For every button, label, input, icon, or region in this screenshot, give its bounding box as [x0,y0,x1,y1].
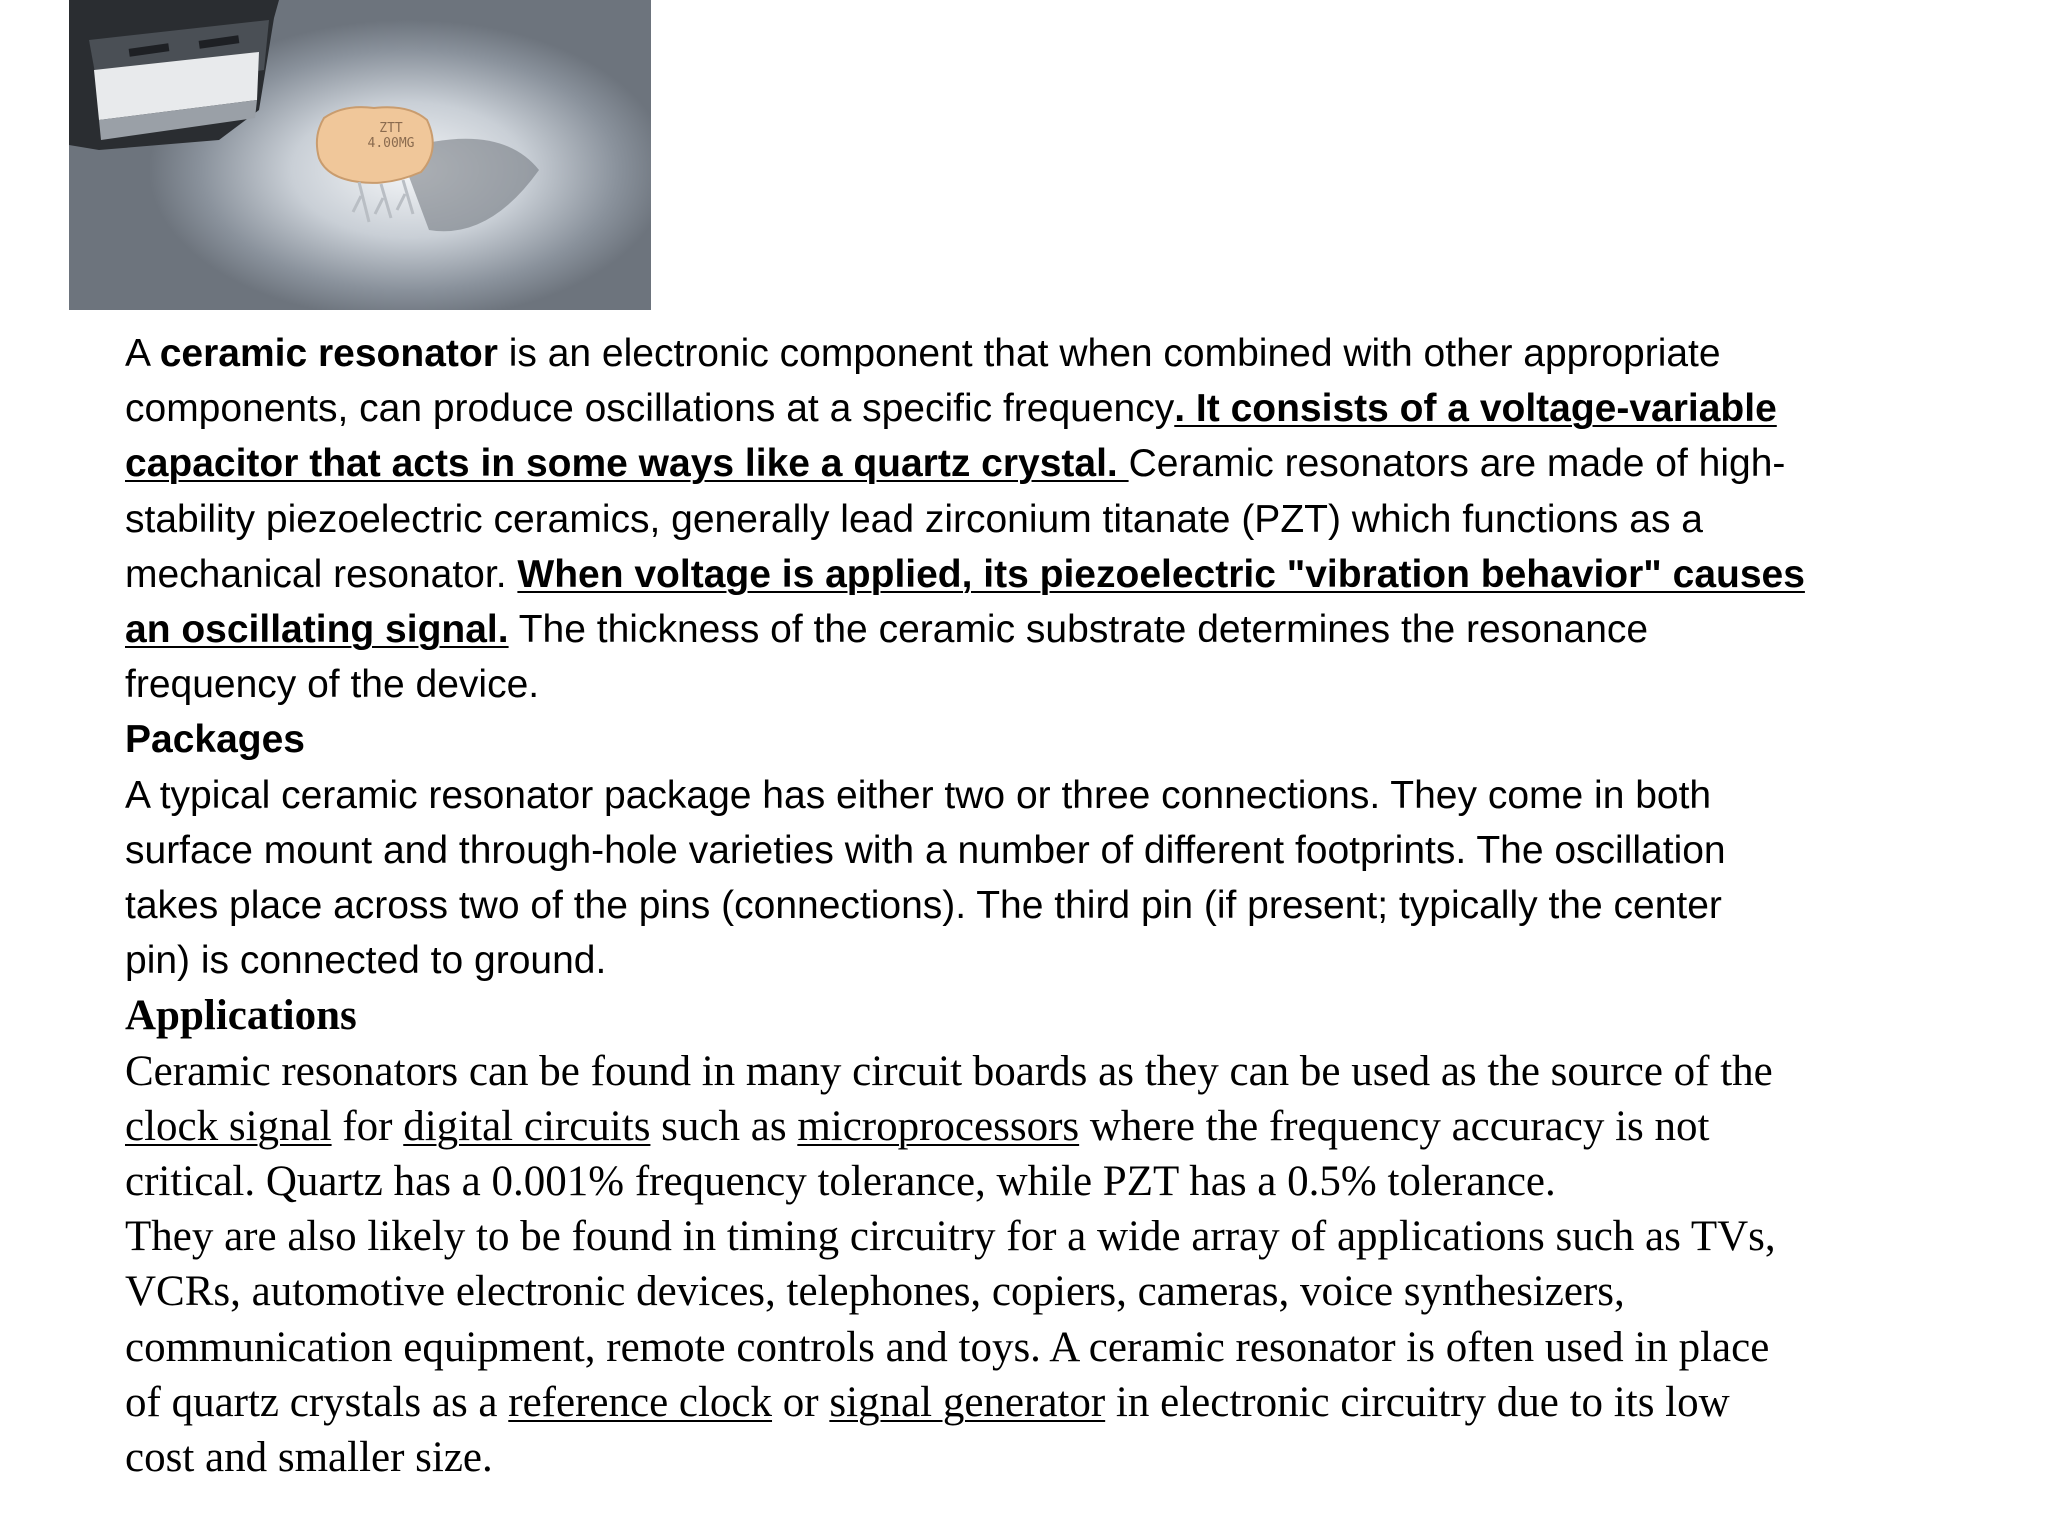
applications-heading: Applications [125,992,357,1040]
emphasis-text: capacitor that acts in some ways like a quartz crystal. [125,442,1129,486]
applications-line-8: cost and smaller size. [125,1434,493,1482]
text-run: for [331,1102,404,1150]
text-run: where the frequency accuracy is not [1079,1102,1710,1150]
term-ceramic-resonator: ceramic resonator [159,332,498,375]
intro-line-2 [125,381,1925,436]
applications-line-2 [125,1099,1925,1154]
intro-line-3 [125,436,1925,491]
link-signal-generator[interactable]: signal generator [829,1378,1106,1426]
applications-line-7 [125,1375,1925,1430]
link-reference-clock[interactable]: reference clock [508,1378,773,1426]
packages-line-1: A typical ceramic resonator package has either two or three connections. They come in both [125,773,1712,817]
text-run: or [772,1378,830,1426]
applications-line-5: VCRs, automotive electronic devices, telephones, copiers, cameras, voice synthesizers, [125,1268,1625,1316]
text-run: components, can produce oscillations at a specific frequency [125,387,1175,431]
packages-section [125,712,1925,988]
resonator-marking-1: ZTT [379,121,403,136]
emphasis-text: an oscillating signal. [125,608,509,652]
text-run: is an electronic component that when combined with other appropriate [497,332,1721,375]
intro-line-4: stability piezoelectric ceramics, generally lead zirconium titanate (PZT) which functions as a [125,497,1703,541]
usb-plug-shape [69,0,279,150]
link-clock-signal[interactable]: clock signal [125,1102,332,1150]
applications-line-6: communication equipment, remote controls and toys. A ceramic resonator is often used in place [125,1323,1770,1371]
intro-line-7: frequency of the device. [125,663,540,707]
text-run: such as [650,1102,798,1150]
text-run: A [125,332,160,375]
applications-line-4: They are also likely to be found in timing circuitry for a wide array of applications such as TVs, [125,1213,1776,1261]
intro-line-1 [125,326,1925,381]
text-run: of quartz crystals as a [125,1378,509,1426]
applications-section [125,988,1925,1485]
emphasis-text: When voltage is applied, its piezoelectric "vibration behavior" causes [517,552,1805,596]
text-run: mechanical resonator. [125,552,518,596]
resonator-marking-2: 4.00MG [367,136,415,151]
intro-line-5 [125,547,1925,602]
text-run: in electronic circuitry due to its low [1105,1378,1730,1426]
text-run: Ceramic resonators are made of high- [1128,442,1786,486]
intro-line-6 [125,602,1925,657]
packages-line-4: pin) is connected to ground. [125,939,607,983]
link-microprocessors[interactable]: microprocessors [797,1102,1080,1150]
packages-line-3: takes place across two of the pins (connections). The third pin (if present; typically the center [125,884,1722,928]
applications-line-1: Ceramic resonators can be found in many circuit boards as they can be used as the source of the [125,1047,1773,1095]
resonator-illustration [69,0,651,310]
emphasis-text: . It consists of a voltage-variable [1174,387,1777,431]
slide-body [125,326,1925,1485]
text-run: The thickness of the ceramic substrate determines the resonance [508,608,1649,652]
resonator-component-shape [317,107,433,222]
ceramic-resonator-photo [69,0,651,310]
link-digital-circuits[interactable]: digital circuits [403,1102,651,1150]
packages-heading: Packages [125,718,305,762]
applications-line-3: critical. Quartz has a 0.001% frequency tolerance, while PZT has a 0.5% tolerance. [125,1158,1556,1206]
intro-paragraph [125,326,1925,712]
packages-line-2: surface mount and through-hole varieties with a number of different footprints. The oscillation [125,828,1726,872]
